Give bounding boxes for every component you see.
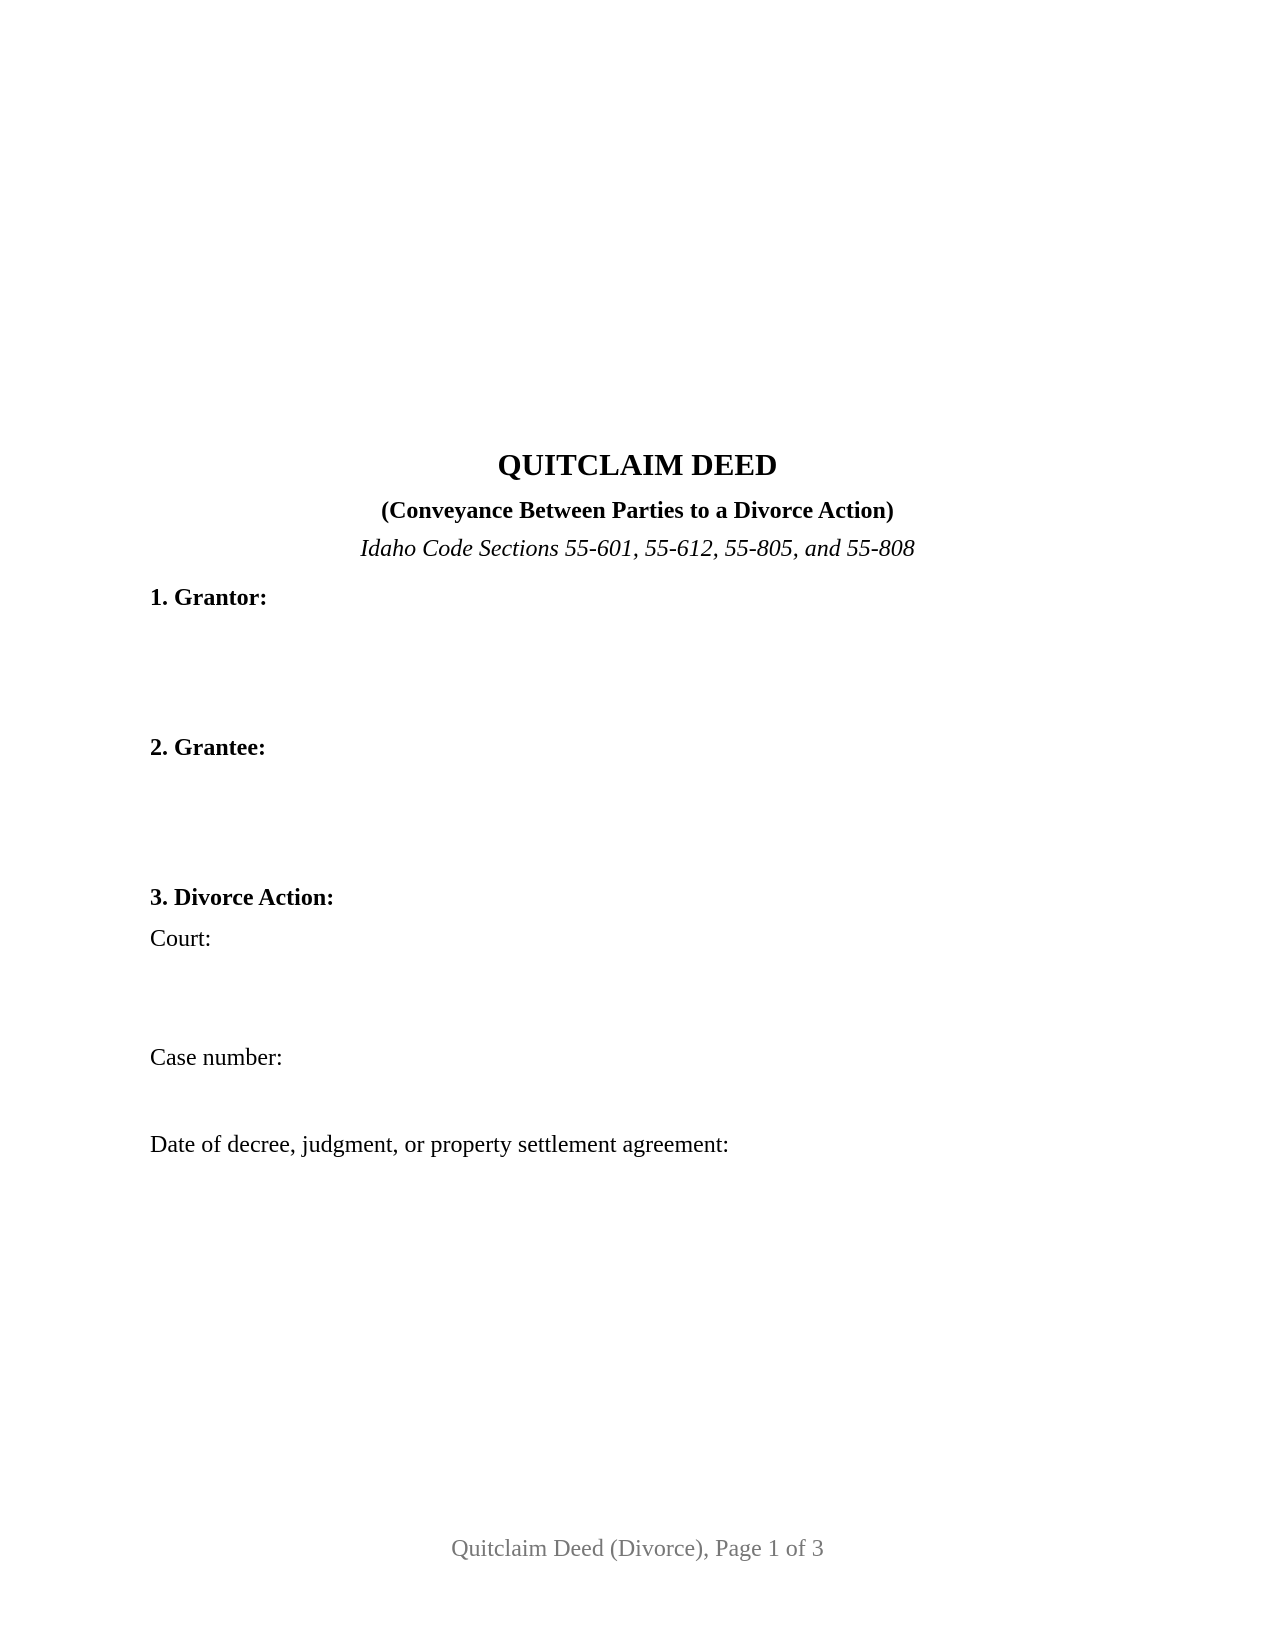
case-number-label: Case number:: [150, 1045, 283, 1071]
grantee-heading: 2. Grantee:: [150, 735, 266, 761]
court-label: Court:: [150, 926, 212, 952]
grantor-heading: 1. Grantor:: [150, 585, 268, 611]
decree-date-label: Date of decree, judgment, or property settlement agreement:: [150, 1132, 730, 1158]
document-subtitle: (Conveyance Between Parties to a Divorce Action): [381, 498, 894, 524]
document-title: QUITCLAIM DEED: [497, 447, 778, 482]
page-footer: Quitclaim Deed (Divorce), Page 1 of 3: [451, 1536, 824, 1562]
statute-citation: Idaho Code Sections 55-601, 55-612, 55-805, and 55-808: [360, 536, 915, 562]
divorce-action-heading: 3. Divorce Action:: [150, 885, 335, 911]
